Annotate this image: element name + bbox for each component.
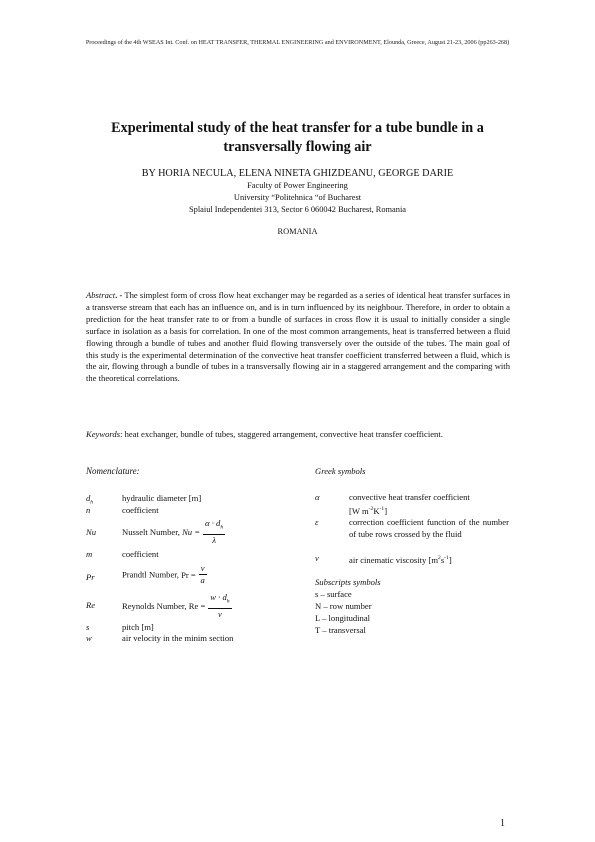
authors: BY HORIA NECULA, ELENA NINETA GHIZDEANU, GEORGE DARIE: [141, 168, 454, 179]
nomenclature-symbol: n: [86, 505, 91, 515]
subscripts-title: Subscripts symbols: [315, 577, 381, 587]
greek-symbol: ε: [315, 517, 319, 527]
greek-definition: correction coefficient function of the number of tube rows crossed by the fluid: [349, 517, 509, 539]
running-header: Proceedings of the 4th WSEAS Int. Conf. on HEAT TRANSFER, THERMAL ENGINEERING and ENVIRONMENT, Elounda, Greece, August 21-23, 2006 (pp263-268): [85, 39, 510, 46]
subscript-item: s – surface: [315, 589, 352, 599]
nomenclature-definition: coefficient: [122, 505, 159, 515]
keywords: [86, 429, 510, 441]
nomenclature-symbol: s: [86, 622, 90, 632]
nomenclature-symbol: Re: [86, 600, 96, 610]
affiliation-country: ROMANIA: [277, 227, 318, 236]
prandtl-formula: Pr = $\frac{\nu}{a}$: [181, 563, 205, 585]
subscript-item: L – longitudinal: [315, 613, 371, 623]
nomenclature-definition: hydraulic diameter [m]: [122, 493, 202, 503]
abstract-text: The simplest form of cross flow heat exchanger may be regarded as a series of identical heat transfer surfaces in a transverse stream that each has an influence on, and is in turn influenced by its neighbour. Therefore, in order to obtain a prediction for the heat transfer rate to or from a bundle of surfaces in cross flow it is usual to initially consider a single surface in isolation as a basis for correlation. In one of the most common arrangements, heat is transferred between a fluid flowing through a bundle of tubes and another fluid flowing transversely over the outside of the tubes. The main goal of this study is the experimental determination of the convective heat transfer coefficient transferred between a fluid, which is the air, flowing through a bundle of tubes in a transversally flowing air in a staggered arrangement and the comparing with the theoretical correlations.: [86, 290, 510, 384]
affiliation-university: University “Politehnica “of Bucharest: [233, 193, 362, 202]
nomenclature-symbol: m: [86, 549, 93, 559]
page-number: 1: [500, 818, 505, 829]
nusselt-formula: Nu = $\frac{\alpha \cdot d_h}{\lambda}$: [182, 518, 224, 545]
abstract-dash: . -: [115, 290, 123, 300]
paper-title: Experimental study of the heat transfer for a tube bundle in a transversally flowing air: [111, 120, 484, 155]
greek-definition: convective heat transfer coefficient [W $m^{-2}K^{-1}$]: [349, 492, 470, 516]
abstract: [86, 290, 510, 385]
nomenclature-symbol: w: [86, 633, 92, 643]
greek-symbol: ν: [315, 553, 319, 563]
nomenclature-definition: pitch [m]: [122, 622, 154, 632]
abstract-label: Abstract: [86, 290, 116, 300]
subscript-item: N – row number: [315, 601, 372, 611]
nomenclature-symbol: Nu: [86, 527, 97, 537]
greek-symbols-title: Greek symbols: [315, 466, 366, 476]
subscript-item: T – transversal: [315, 625, 366, 635]
nomenclature-definition: Reynolds Number, Re = $\frac{w \cdot d_h}{\nu}$: [122, 592, 230, 619]
reynolds-formula: Re = $\frac{w \cdot d_h}{\nu}$: [188, 592, 230, 619]
nomenclature-definition: coefficient: [122, 549, 159, 559]
keywords-label: Keywords: [86, 429, 121, 439]
affiliation-faculty: Faculty of Power Engineering: [247, 181, 348, 190]
nomenclature-symbol: $d_h$: [86, 493, 94, 506]
affiliation-address: Splaiul Independentei 313, Sector 6 060042 Bucharest, Romania: [188, 205, 406, 214]
greek-definition: air cinematic viscosity $[m^2s^{-1}]$: [349, 554, 452, 565]
nomenclature-definition: Prandtl Number, Pr = $\frac{\nu}{a}$: [122, 563, 205, 585]
nomenclature-symbol: Pr: [86, 572, 95, 582]
nomenclature-title: Nomenclature:: [86, 466, 140, 476]
greek-symbol: α: [315, 492, 320, 502]
keywords-text: : heat exchanger, bundle of tubes, staggered arrangement, convective heat transfer coefficient.: [120, 429, 443, 439]
nomenclature-definition: air velocity in the minim section: [122, 633, 234, 643]
nomenclature-definition: Nusselt Number, Nu = $\frac{\alpha \cdot d_h}{\lambda}$: [122, 518, 224, 545]
